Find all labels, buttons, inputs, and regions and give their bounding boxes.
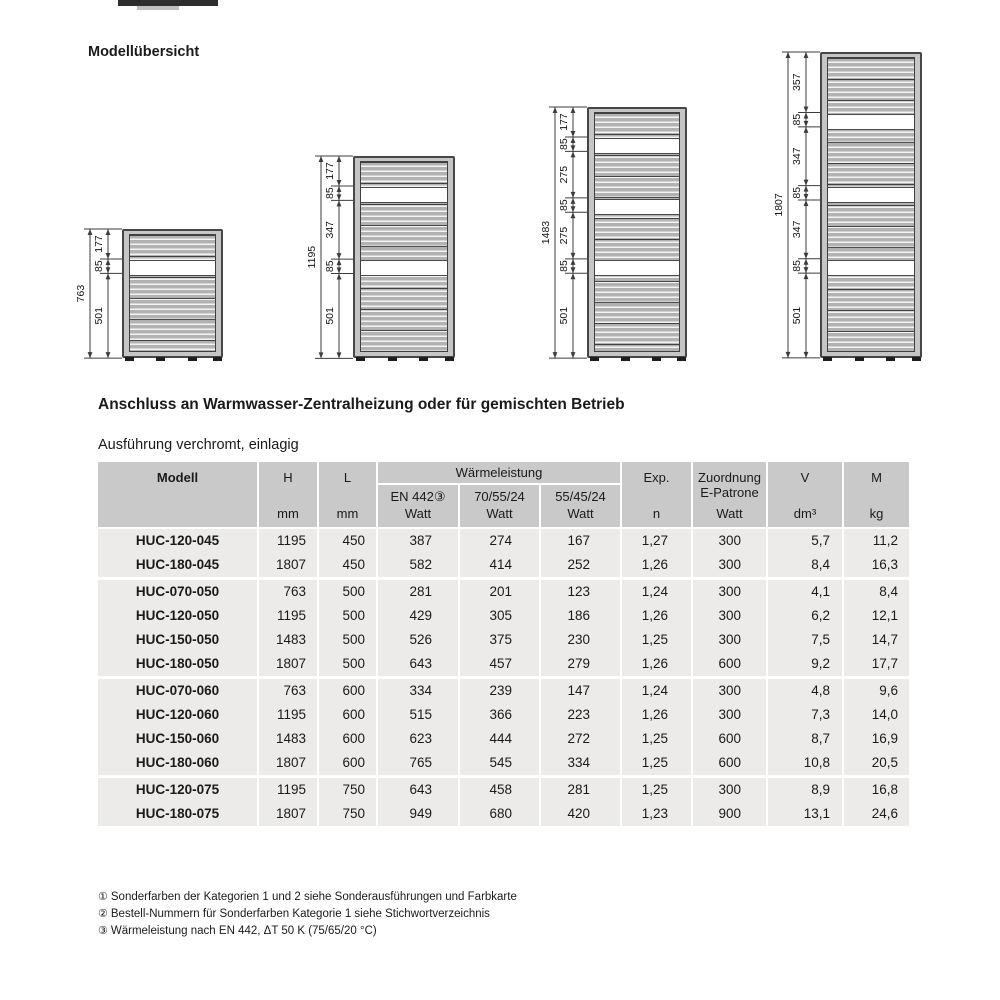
table-row — [98, 751, 909, 775]
col-header-l: L mm — [319, 462, 376, 527]
dimension-lines — [774, 48, 820, 362]
svg-text:501: 501 — [324, 306, 336, 325]
svg-text:85: 85 — [791, 260, 803, 272]
cell-value: 600 — [693, 751, 766, 775]
cell-value: 7,3 — [768, 703, 842, 727]
cell-value: 1483 — [259, 727, 317, 751]
radiator-foot — [621, 357, 630, 361]
cell-value: 763 — [259, 679, 317, 703]
svg-text:501: 501 — [791, 306, 803, 325]
footnote-symbol: ② — [98, 908, 108, 920]
cell-value: 366 — [460, 703, 539, 727]
col-header-v: V dm³ — [768, 462, 842, 527]
finish-note: Ausführung verchromt, einlagig — [98, 437, 299, 453]
cell-value: 8,9 — [768, 778, 842, 802]
radiator-foot — [356, 357, 365, 361]
table-row — [98, 652, 909, 676]
cell-value: 1,26 — [622, 703, 691, 727]
radiator-foot — [855, 357, 864, 361]
cell-value: 300 — [693, 529, 766, 553]
col-group-waermeleistung: Wärmeleistung EN 442③ Watt 70/55/24 Watt 55/45/24 Watt — [378, 462, 620, 527]
cell-value: 458 — [460, 778, 539, 802]
radiator-drawing — [353, 156, 455, 358]
cell-value: 600 — [319, 703, 376, 727]
cell-value: 582 — [378, 553, 458, 577]
radiator-tubes — [129, 234, 216, 352]
cell-value: 17,7 — [844, 652, 909, 676]
radiator-foot — [912, 357, 921, 361]
svg-text:501: 501 — [93, 306, 105, 325]
radiator-foot — [677, 357, 686, 361]
footnote: ② Bestell-Nummern für Sonderfarben Kategorie 1 siehe Stichwortverzeichnis — [98, 908, 490, 920]
svg-text:85: 85 — [324, 186, 336, 199]
svg-text:347: 347 — [324, 220, 336, 239]
cell-model: HUC-070-050 — [98, 580, 257, 604]
cell-value: 1,23 — [622, 802, 691, 826]
cell-value: 334 — [541, 751, 620, 775]
cell-value: 281 — [541, 778, 620, 802]
dimension-lines — [76, 225, 122, 362]
cell-value: 274 — [460, 529, 539, 553]
cell-value: 600 — [319, 679, 376, 703]
cell-value: 750 — [319, 802, 376, 826]
radiator-foot — [125, 357, 134, 361]
tube-gap — [361, 260, 447, 276]
tube-gap — [130, 260, 215, 276]
cell-value: 16,8 — [844, 778, 909, 802]
svg-text:85: 85 — [324, 260, 336, 272]
table-row — [98, 628, 909, 652]
cell-value: 1,25 — [622, 751, 691, 775]
radiator-foot — [590, 357, 599, 361]
svg-text:347: 347 — [791, 147, 803, 166]
col-header-zuordnung: Zuordnung E-Patrone Watt — [693, 462, 766, 527]
model-diagrams — [0, 0, 1000, 380]
cell-value: 515 — [378, 703, 458, 727]
cell-value: 8,4 — [844, 580, 909, 604]
cell-model: HUC-180-060 — [98, 751, 257, 775]
radiator-tubes — [827, 57, 915, 352]
cell-value: 1195 — [259, 529, 317, 553]
cell-value: 1,25 — [622, 727, 691, 751]
cell-value: 765 — [378, 751, 458, 775]
cell-value: 300 — [693, 553, 766, 577]
cell-value: 643 — [378, 778, 458, 802]
cell-value: 1,26 — [622, 652, 691, 676]
cell-value: 1,26 — [622, 553, 691, 577]
cell-value: 1,26 — [622, 604, 691, 628]
cell-value: 16,9 — [844, 727, 909, 751]
cell-value: 167 — [541, 529, 620, 553]
radiator-foot — [156, 357, 165, 361]
cell-value: 1807 — [259, 553, 317, 577]
svg-text:763: 763 — [75, 284, 87, 303]
cell-value: 1,24 — [622, 679, 691, 703]
cell-value: 239 — [460, 679, 539, 703]
svg-text:275: 275 — [558, 226, 570, 245]
table-row — [98, 727, 909, 751]
svg-text:85: 85 — [558, 199, 570, 211]
cell-value: 414 — [460, 553, 539, 577]
cell-value: 272 — [541, 727, 620, 751]
cell-value: 4,1 — [768, 580, 842, 604]
col-header-modell: Modell — [98, 462, 257, 527]
radiator-foot — [886, 357, 895, 361]
tube-gap — [595, 199, 679, 215]
svg-text:347: 347 — [791, 220, 803, 239]
svg-text:85: 85 — [558, 260, 570, 272]
radiator-foot — [419, 357, 428, 361]
svg-text:85: 85 — [791, 186, 803, 199]
cell-value: 600 — [693, 727, 766, 751]
footnote-symbol: ③ — [98, 925, 108, 937]
cell-value: 123 — [541, 580, 620, 604]
cell-value: 1,25 — [622, 778, 691, 802]
svg-text:85: 85 — [558, 138, 570, 150]
cell-value: 1483 — [259, 628, 317, 652]
col-header-h: H mm — [259, 462, 317, 527]
cell-model: HUC-150-050 — [98, 628, 257, 652]
radiator-diagram — [76, 225, 223, 366]
cell-value: 500 — [319, 580, 376, 604]
cell-value: 444 — [460, 727, 539, 751]
cell-value: 5,7 — [768, 529, 842, 553]
cell-value: 16,3 — [844, 553, 909, 577]
cell-value: 1807 — [259, 802, 317, 826]
col-header-m: M kg — [844, 462, 909, 527]
radiator-foot — [652, 357, 661, 361]
cell-value: 9,6 — [844, 679, 909, 703]
svg-text:357: 357 — [791, 73, 803, 92]
cell-value: 281 — [378, 580, 458, 604]
cell-value: 14,0 — [844, 703, 909, 727]
cell-model: HUC-180-045 — [98, 553, 257, 577]
spec-table-header — [98, 462, 909, 527]
cell-value: 500 — [319, 652, 376, 676]
tube-gap — [595, 260, 679, 276]
cell-model: HUC-150-060 — [98, 727, 257, 751]
cell-value: 334 — [378, 679, 458, 703]
tube-gap — [828, 187, 914, 203]
table-row — [98, 778, 909, 802]
svg-text:1195: 1195 — [306, 245, 318, 269]
radiator-foot — [188, 357, 197, 361]
table-row — [98, 802, 909, 826]
svg-text:275: 275 — [558, 165, 570, 184]
table-row — [98, 604, 909, 628]
spec-table — [98, 462, 909, 826]
cell-value: 763 — [259, 580, 317, 604]
table-row — [98, 679, 909, 703]
radiator-tubes — [360, 161, 448, 352]
col-header-554524: 55/45/24 Watt — [541, 485, 620, 527]
cell-value: 24,6 — [844, 802, 909, 826]
cell-value: 1195 — [259, 604, 317, 628]
radiator-foot — [388, 357, 397, 361]
tube-gap — [361, 187, 447, 203]
table-row — [98, 529, 909, 553]
tube-gap — [828, 114, 914, 130]
radiator-diagram — [774, 48, 922, 366]
cell-value: 279 — [541, 652, 620, 676]
cell-model: HUC-120-075 — [98, 778, 257, 802]
section-title-connection: Anschluss an Warmwasser-Zentralheizung oder für gemischten Betrieb — [98, 396, 625, 413]
tube-gap — [828, 260, 914, 276]
cell-model: HUC-120-045 — [98, 529, 257, 553]
cell-value: 375 — [460, 628, 539, 652]
tube-gap — [595, 138, 679, 154]
cell-value: 300 — [693, 679, 766, 703]
cell-model: HUC-120-060 — [98, 703, 257, 727]
cell-value: 450 — [319, 529, 376, 553]
cell-value: 545 — [460, 751, 539, 775]
spec-table-body — [98, 529, 909, 826]
cell-value: 223 — [541, 703, 620, 727]
cell-value: 305 — [460, 604, 539, 628]
cell-value: 4,8 — [768, 679, 842, 703]
footnote-symbol: ① — [98, 891, 108, 903]
cell-value: 1,25 — [622, 628, 691, 652]
cell-value: 500 — [319, 604, 376, 628]
cell-value: 12,1 — [844, 604, 909, 628]
cell-value: 9,2 — [768, 652, 842, 676]
cell-value: 300 — [693, 703, 766, 727]
svg-text:1807: 1807 — [773, 193, 785, 217]
table-row — [98, 703, 909, 727]
cell-value: 13,1 — [768, 802, 842, 826]
radiator-tubes — [594, 112, 680, 352]
col-header-en442: EN 442③ Watt — [378, 485, 458, 527]
radiator-foot — [445, 357, 454, 361]
svg-text:1483: 1483 — [540, 220, 552, 245]
cell-value: 643 — [378, 652, 458, 676]
cell-value: 10,8 — [768, 751, 842, 775]
dimension-lines — [307, 152, 353, 362]
footnote: ③ Wärmeleistung nach EN 442, ΔT 50 K (75/65/20 °C) — [98, 925, 377, 937]
cell-value: 526 — [378, 628, 458, 652]
cell-value: 457 — [460, 652, 539, 676]
cell-value: 1195 — [259, 703, 317, 727]
cell-value: 230 — [541, 628, 620, 652]
svg-text:85: 85 — [93, 260, 105, 272]
cell-value: 300 — [693, 628, 766, 652]
cell-value: 1,24 — [622, 580, 691, 604]
cell-value: 500 — [319, 628, 376, 652]
svg-text:177: 177 — [93, 235, 105, 253]
radiator-drawing — [820, 52, 922, 358]
cell-value: 8,4 — [768, 553, 842, 577]
radiator-drawing — [122, 229, 223, 358]
cell-value: 750 — [319, 778, 376, 802]
cell-value: 300 — [693, 580, 766, 604]
radiator-diagram — [307, 152, 455, 366]
table-row — [98, 580, 909, 604]
cell-value: 429 — [378, 604, 458, 628]
section-title-model-overview: Modellübersicht — [88, 44, 200, 60]
cell-value: 623 — [378, 727, 458, 751]
cell-value: 1807 — [259, 751, 317, 775]
cell-model: HUC-180-050 — [98, 652, 257, 676]
radiator-drawing — [587, 107, 687, 358]
cell-value: 600 — [319, 727, 376, 751]
cell-value: 600 — [693, 652, 766, 676]
col-header-exp: Exp. n — [622, 462, 691, 527]
cell-value: 186 — [541, 604, 620, 628]
cell-value: 11,2 — [844, 529, 909, 553]
radiator-foot — [823, 357, 832, 361]
cell-value: 201 — [460, 580, 539, 604]
cell-value: 300 — [693, 604, 766, 628]
cell-value: 7,5 — [768, 628, 842, 652]
col-header-705524: 70/55/24 Watt — [460, 485, 539, 527]
cell-value: 1195 — [259, 778, 317, 802]
svg-text:85: 85 — [791, 113, 803, 126]
cell-value: 6,2 — [768, 604, 842, 628]
svg-text:501: 501 — [558, 306, 570, 325]
dimension-lines — [541, 103, 587, 362]
radiator-diagram — [541, 103, 687, 366]
cell-value: 14,7 — [844, 628, 909, 652]
cell-value: 300 — [693, 778, 766, 802]
svg-text:177: 177 — [558, 113, 570, 131]
footnote: ① Sonderfarben der Kategorien 1 und 2 siehe Sonderausführungen und Farbkarte — [98, 891, 517, 903]
cell-value: 1807 — [259, 652, 317, 676]
footnotes — [98, 889, 517, 940]
cell-value: 147 — [541, 679, 620, 703]
cell-value: 600 — [319, 751, 376, 775]
cell-model: HUC-070-060 — [98, 679, 257, 703]
cell-value: 8,7 — [768, 727, 842, 751]
cell-value: 420 — [541, 802, 620, 826]
cell-value: 680 — [460, 802, 539, 826]
table-row — [98, 553, 909, 577]
cell-model: HUC-120-050 — [98, 604, 257, 628]
cell-value: 900 — [693, 802, 766, 826]
cell-value: 450 — [319, 553, 376, 577]
svg-text:177: 177 — [324, 161, 336, 180]
cell-value: 387 — [378, 529, 458, 553]
cell-value: 252 — [541, 553, 620, 577]
cell-model: HUC-180-075 — [98, 802, 257, 826]
radiator-foot — [213, 357, 222, 361]
cell-value: 949 — [378, 802, 458, 826]
cell-value: 20,5 — [844, 751, 909, 775]
cell-value: 1,27 — [622, 529, 691, 553]
